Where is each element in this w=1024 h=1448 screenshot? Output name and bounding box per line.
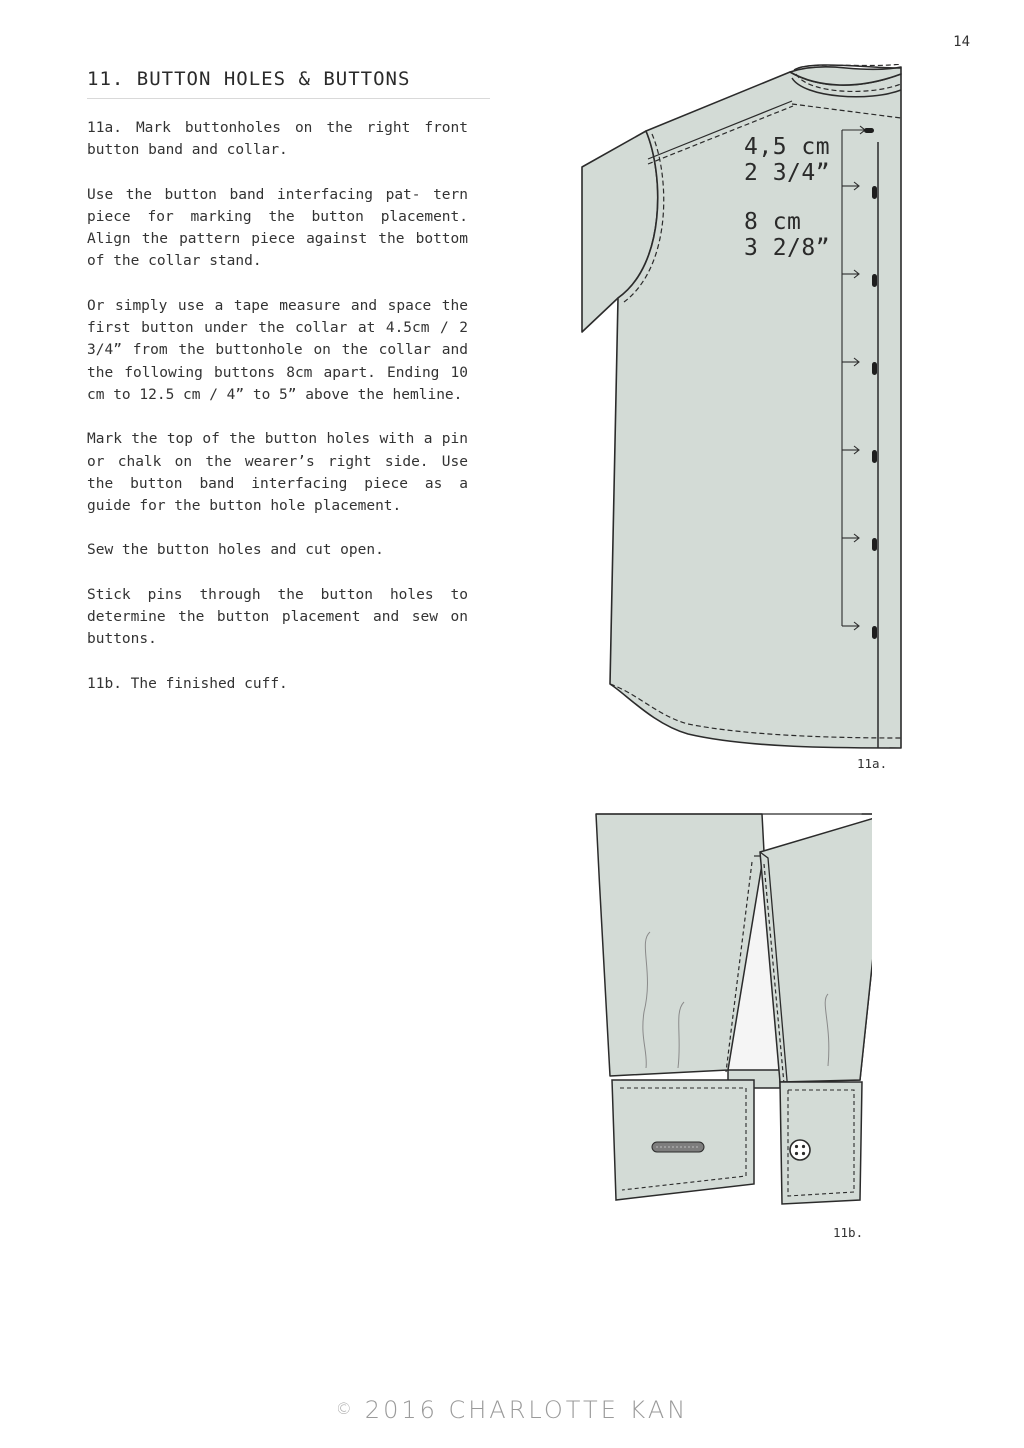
copyright-text: 2016 CHARLOTTE KAN <box>364 1396 689 1424</box>
measurement-spacing-imperial: 3 2/8” <box>744 235 831 261</box>
figure-label-11b: 11b. <box>833 1225 864 1240</box>
paragraph-interfacing: Use the button band interfacing pat- tern piece for marking the button placement. Align the pattern piece against the bottom of the collar stand. <box>87 186 468 270</box>
paragraph-11a: 11a. Mark buttonholes on the right front button band and collar. <box>87 120 468 159</box>
section-title: 11. BUTTON HOLES & BUTTONS <box>87 68 490 99</box>
measurement-spacing-metric: 8 cm <box>744 209 802 235</box>
page-number: 14 <box>953 34 970 50</box>
measurement-first-imperial: 2 3/4” <box>744 160 831 186</box>
measurement-spacing <box>744 209 830 261</box>
paragraph-sew-buttons: Stick pins through the button holes to determine the button placement and sew on buttons. <box>87 586 468 648</box>
figure-label-11a: 11a. <box>857 756 888 771</box>
paragraph-mark-holes: Mark the top of the button holes with a pin or chalk on the wearer’s right side. Use the button band interfacing piece as a guide for the button hole placement. <box>87 431 468 515</box>
paragraph-11b: 11b. The finished cuff. <box>87 675 288 692</box>
copyright-symbol: © <box>335 1399 355 1418</box>
measurement-first-button <box>744 134 830 186</box>
shirt-front-illustration <box>578 64 908 754</box>
measurement-first-metric: 4,5 cm <box>744 134 831 160</box>
copyright-footer <box>0 1396 1024 1424</box>
instruction-text <box>87 117 468 717</box>
paragraph-tape-measure: Or simply use a tape measure and space the first button under the collar at 4.5cm / 2 3/4” from the buttonhole on the collar and the following buttons 8cm apart. Ending 10 cm to 12.5 cm / 4” to 5” above the hemline. <box>87 297 468 403</box>
paragraph-sew-holes: Sew the button holes and cut open. <box>87 542 384 559</box>
cuff-illustration <box>592 812 872 1212</box>
